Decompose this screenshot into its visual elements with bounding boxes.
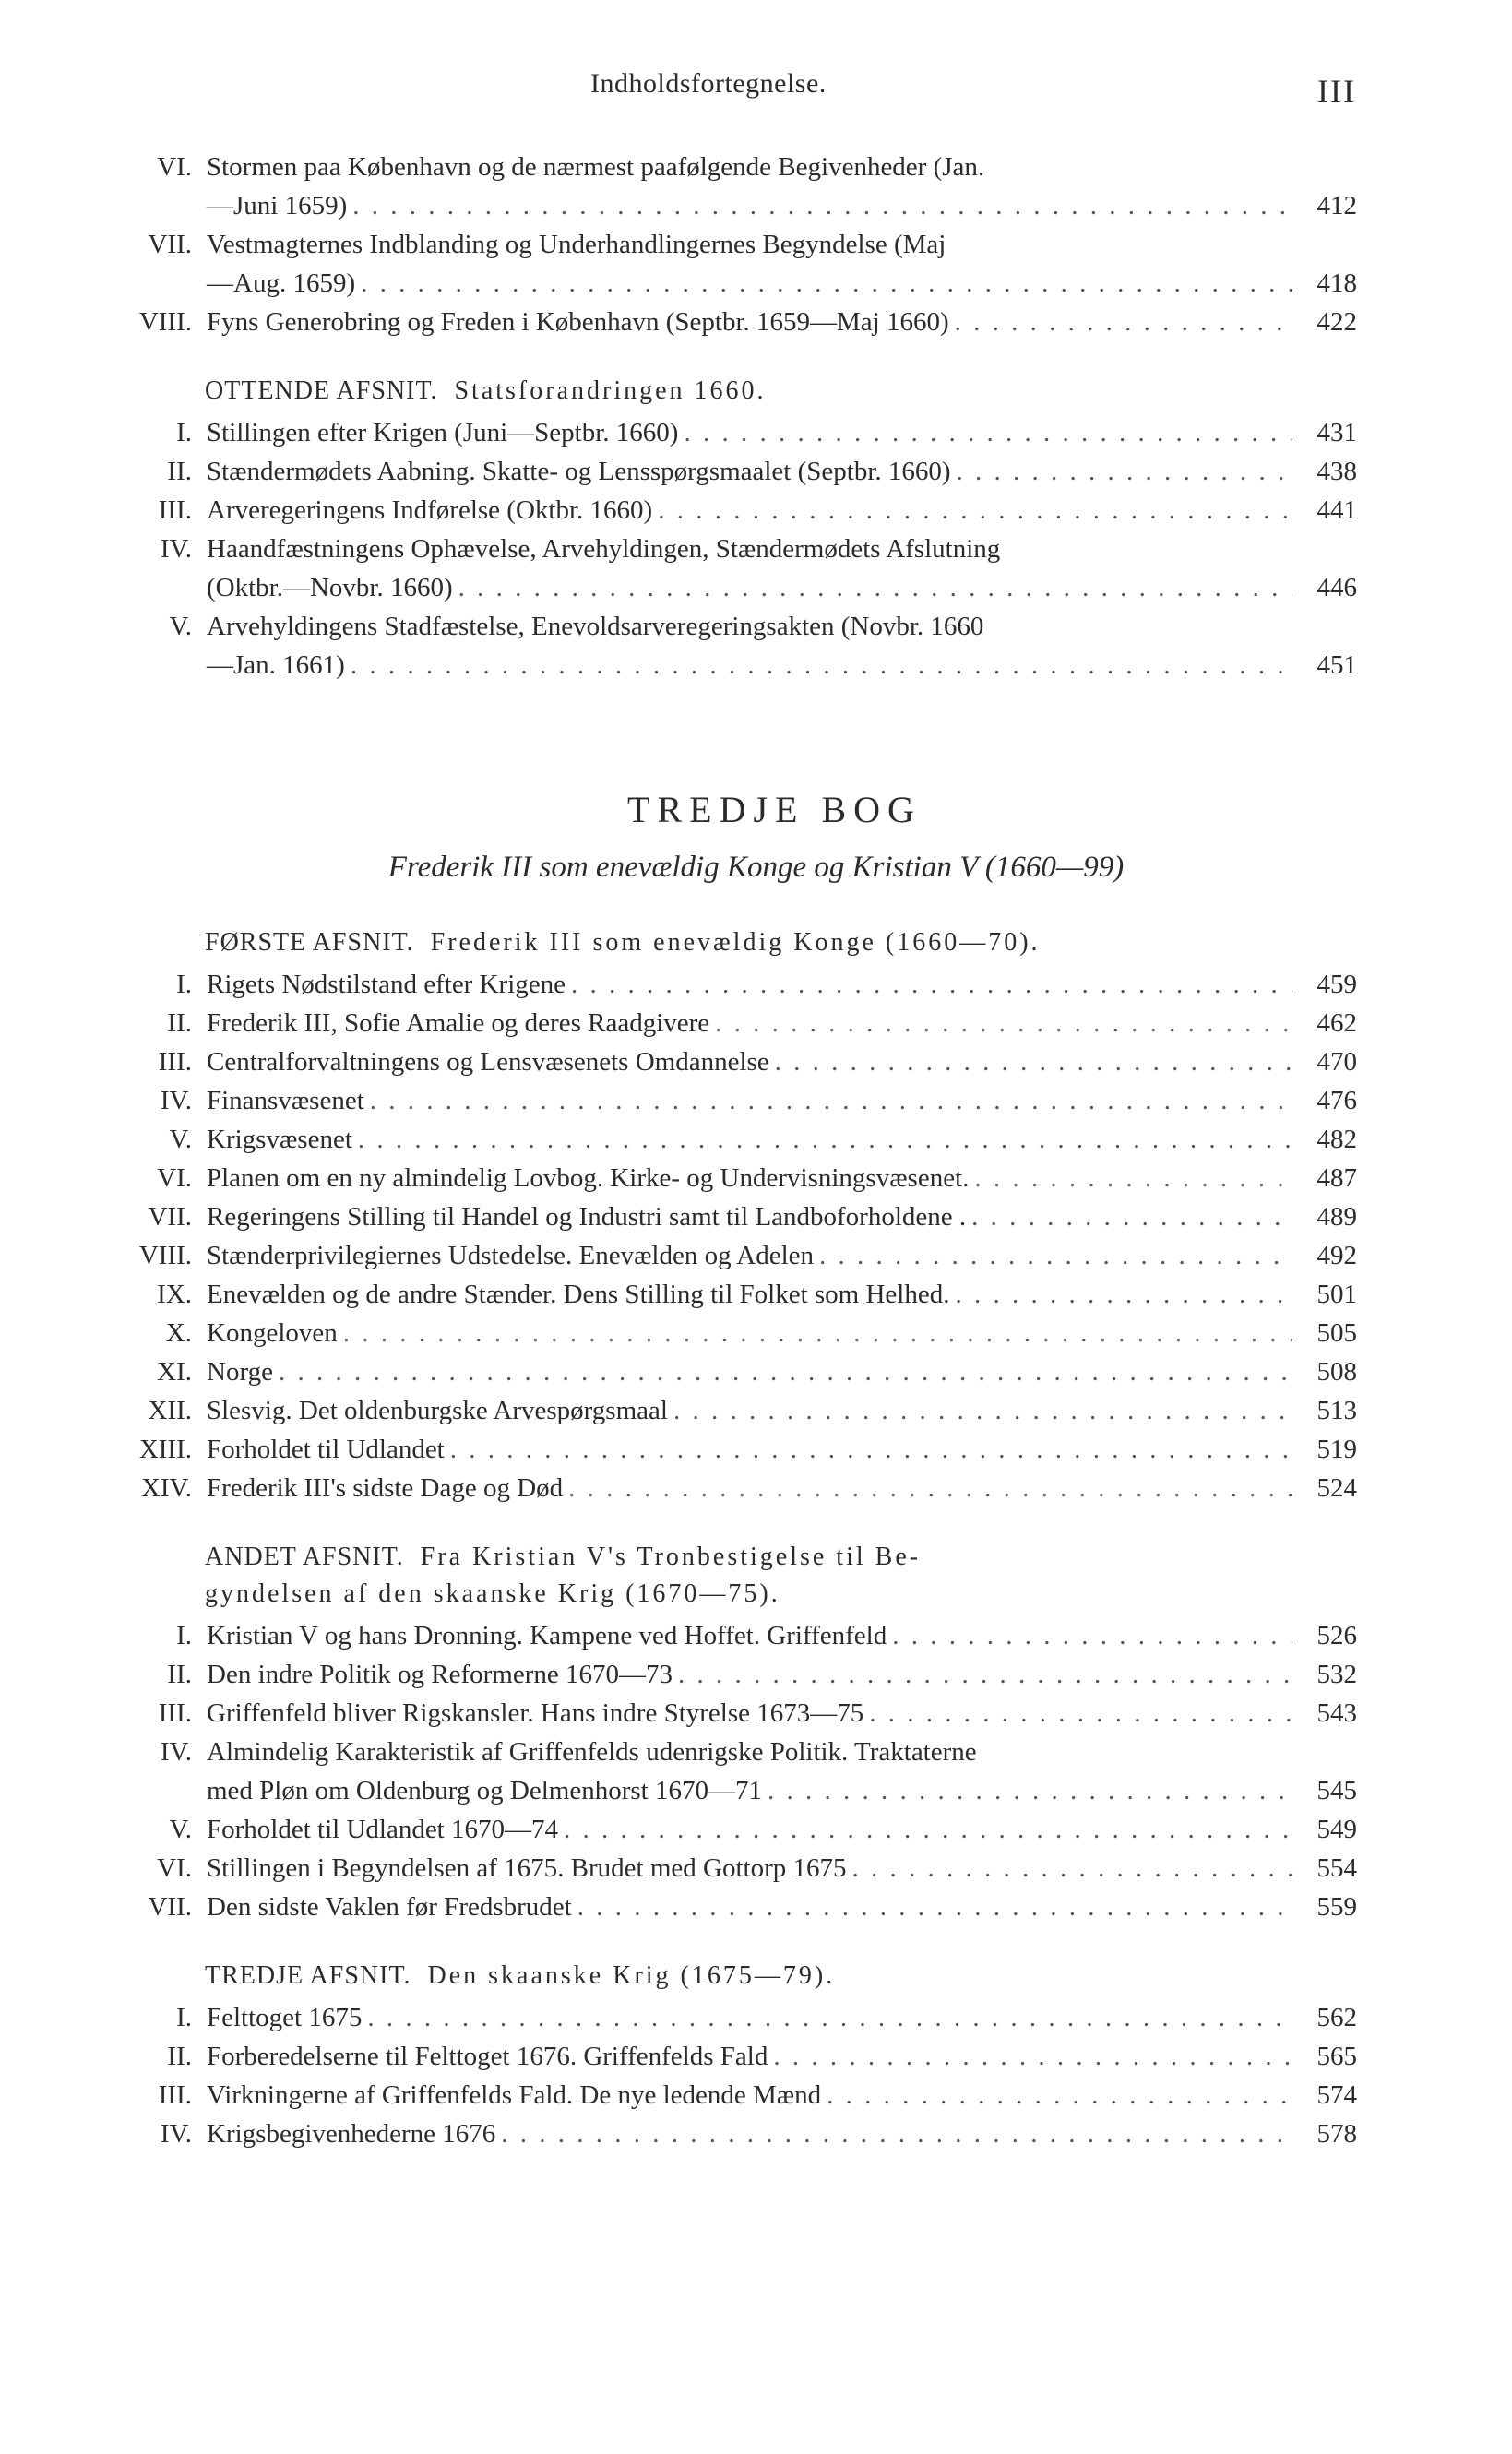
chapter-number: VIII. [138, 307, 192, 337]
entry-title-line: Haandfæstningens Ophævelse, Arvehyldingen, Stændermødets Afslutning [207, 534, 1001, 564]
toc-entry[interactable] [0, 1998, 1512, 2037]
entry-title-line: Arvehyldingens Stadfæstelse, Enevoldsarveregeringsakten (Novbr. 1660 [207, 612, 984, 641]
entry-body [207, 1081, 1357, 1120]
entry-title-line: Norge [207, 1357, 273, 1387]
section-label: ANDET AFSNIT. [205, 1543, 404, 1571]
entry-title-line: Forholdet til Udlandet [207, 1435, 445, 1464]
toc-content [0, 148, 1512, 2153]
toc-entry[interactable] [0, 607, 1512, 685]
chapter-number: IV. [160, 1086, 192, 1115]
toc-entry[interactable] [0, 1004, 1512, 1042]
entry-page-number: 441 [1316, 495, 1357, 525]
running-head [0, 68, 1512, 110]
entry-last-line [207, 1810, 1357, 1849]
entry-last-line [207, 1352, 1357, 1391]
toc-entry[interactable] [0, 148, 1512, 225]
entry-title-line: Stormen paa København og de nærmest paafølgende Begivenheder (Jan. [207, 152, 985, 182]
entry-last-line [207, 1616, 1357, 1655]
chapter-number: XIII. [138, 1435, 192, 1464]
entry-body [207, 1352, 1357, 1391]
dot-leader [279, 1352, 1292, 1391]
chapter-number: III. [158, 2080, 192, 2110]
dot-leader [715, 1004, 1292, 1042]
entry-page-number: 438 [1316, 457, 1357, 486]
entry-body [207, 1314, 1357, 1352]
entry-body [207, 2114, 1357, 2153]
section-title-continued: gyndelsen af den skaanske Krig (1670—75). [205, 1579, 780, 1608]
toc-entry[interactable] [0, 1694, 1512, 1733]
toc-entry[interactable] [0, 1352, 1512, 1391]
chapter-number: VII. [148, 1202, 192, 1232]
toc-entry[interactable] [0, 1236, 1512, 1275]
entry-last-line [207, 2114, 1357, 2153]
dot-leader [684, 413, 1292, 452]
toc-entry[interactable] [0, 1733, 1512, 1810]
toc-entry[interactable] [0, 1655, 1512, 1694]
dot-leader [501, 2114, 1292, 2153]
entry-title-line: Planen om en ny almindelig Lovbog. Kirke- og Undervisningsvæsenet. [207, 1163, 970, 1193]
entry-last-line [207, 1159, 1357, 1197]
entry-last-line [207, 2076, 1357, 2114]
entry-last-line [207, 491, 1357, 530]
entry-page-number: 451 [1316, 650, 1357, 680]
dot-leader [458, 568, 1292, 607]
chapter-number: I. [176, 1621, 192, 1650]
entry-body [207, 1391, 1357, 1430]
entry-page-number: 482 [1316, 1125, 1357, 1154]
entry-body [207, 1733, 1357, 1810]
dot-leader [678, 1655, 1292, 1694]
entry-body [207, 1430, 1357, 1469]
toc-section [0, 1958, 1512, 2153]
chapter-number: III. [158, 1698, 192, 1728]
toc-entry[interactable] [0, 1849, 1512, 1888]
toc-entry[interactable] [0, 1197, 1512, 1236]
entry-title-line: Kongeloven [207, 1318, 338, 1348]
entry-page-number: 524 [1316, 1473, 1357, 1503]
entry-body [207, 1042, 1357, 1081]
book-gap [0, 685, 1512, 786]
chapter-number: XII. [148, 1396, 192, 1425]
entry-title-line: Griffenfeld bliver Rigskansler. Hans indre Styrelse 1673—75 [207, 1698, 864, 1728]
running-title: Indholdsfortegnelse. [590, 68, 827, 99]
entry-page-number: 489 [1316, 1202, 1357, 1232]
section-gap [0, 1926, 1512, 1958]
toc-entry[interactable] [0, 1391, 1512, 1430]
dot-leader [352, 186, 1292, 225]
entry-last-line [207, 1042, 1357, 1081]
entry-body [207, 1888, 1357, 1926]
entry-body [207, 491, 1357, 530]
entry-body [207, 1120, 1357, 1159]
entry-page-number: 418 [1316, 268, 1357, 298]
entry-last-line [207, 303, 1357, 341]
toc-entry[interactable] [0, 2076, 1512, 2114]
chapter-number: VI. [157, 1163, 192, 1193]
entry-body [207, 1275, 1357, 1314]
entry-body [207, 225, 1357, 303]
chapter-number: VIII. [138, 1241, 192, 1270]
dot-leader [775, 1042, 1292, 1081]
entry-last-line [207, 568, 1357, 607]
entry-last-line [207, 646, 1357, 685]
dot-leader [358, 1120, 1292, 1159]
chapter-number: II. [167, 2042, 192, 2071]
chapter-number: V. [169, 612, 192, 641]
entry-title-line: Stændermødets Aabning. Skatte- og Lensspørgsmaalet (Septbr. 1660) [207, 457, 951, 486]
dot-leader [343, 1314, 1292, 1352]
toc-entry[interactable] [0, 452, 1512, 491]
chapter-number: VI. [157, 152, 192, 182]
chapter-number: III. [158, 1047, 192, 1077]
entry-page-number: 545 [1316, 1776, 1357, 1805]
chapter-number: I. [176, 970, 192, 999]
dot-leader [577, 1888, 1292, 1926]
entry-title-line: Felttoget 1675 [207, 2003, 363, 2032]
entry-last-line [207, 1314, 1357, 1352]
entry-last-line [207, 1081, 1357, 1120]
chapter-number: IV. [160, 534, 192, 564]
entry-title-line: Forberedelserne til Felttoget 1676. Griffenfelds Fald [207, 2042, 768, 2071]
dot-leader [773, 2037, 1292, 2076]
section-title: Fra Kristian V's Tronbestigelse til Be- [420, 1543, 922, 1571]
entry-body [207, 965, 1357, 1004]
toc-entry[interactable] [0, 965, 1512, 1004]
entry-title-line: Krigsbegivenhederne 1676 [207, 2119, 496, 2149]
entry-page-number: 565 [1316, 2042, 1357, 2071]
entry-page-number: 543 [1316, 1698, 1357, 1728]
entry-title-line: Enevælden og de andre Stænder. Dens Stilling til Folket som Helhed. [207, 1280, 950, 1309]
entry-title-line: Stillingen efter Krigen (Juni—Septbr. 1660) [207, 418, 679, 447]
dot-leader [819, 1236, 1292, 1275]
entry-last-line [207, 1655, 1357, 1694]
entry-last-line [207, 1275, 1357, 1314]
entry-page-number: 526 [1316, 1621, 1357, 1650]
entry-page-number: 554 [1316, 1853, 1357, 1883]
entry-last-line [207, 413, 1357, 452]
entry-last-line [207, 1236, 1357, 1275]
entry-last-line [207, 1430, 1357, 1469]
dot-leader [450, 1430, 1292, 1469]
section-title: Den skaanske Krig (1675—79). [427, 1961, 836, 1990]
book-title: TREDJE BOG [627, 789, 922, 830]
entry-page-number: 459 [1316, 970, 1357, 999]
entry-body [207, 1694, 1357, 1733]
entry-title-line: Regeringens Stilling til Handel og Industri samt til Landboforholdene . [207, 1202, 967, 1232]
section-gap [0, 341, 1512, 373]
dot-leader [971, 1197, 1292, 1236]
chapter-number: VII. [148, 230, 192, 259]
entry-page-number: 470 [1316, 1047, 1357, 1077]
entry-last-line [207, 1694, 1357, 1733]
chapter-number: IV. [160, 2119, 192, 2149]
chapter-number: XIV. [140, 1473, 192, 1503]
entry-title-line: —Aug. 1659) [207, 268, 356, 298]
chapter-number: I. [176, 418, 192, 447]
entry-last-line [207, 2037, 1357, 2076]
entry-title-line: Almindelig Karakteristik af Griffenfelds udenrigske Politik. Traktaterne [207, 1737, 977, 1767]
entry-title-line: Stænderprivilegiernes Udstedelse. Enevælden og Adelen [207, 1241, 814, 1270]
toc-entry[interactable] [0, 1430, 1512, 1469]
entry-page-number: 505 [1316, 1318, 1357, 1348]
entry-body [207, 148, 1357, 225]
entry-title-line: med Pløn om Oldenburg og Delmenhorst 1670—71 [207, 1776, 762, 1805]
entry-body [207, 1810, 1357, 1849]
entry-last-line [207, 1849, 1357, 1888]
dot-leader [892, 1616, 1292, 1655]
dot-leader [673, 1391, 1292, 1430]
entry-last-line [207, 1120, 1357, 1159]
toc-entry[interactable] [0, 2114, 1512, 2153]
entry-page-number: 476 [1316, 1086, 1357, 1115]
entry-title-line: Kristian V og hans Dronning. Kampene ved Hoffet. Griffenfeld [207, 1621, 887, 1650]
entry-title-line: Finansvæsenet [207, 1086, 364, 1115]
entry-body [207, 1616, 1357, 1655]
chapter-number: III. [158, 495, 192, 525]
entry-body [207, 1004, 1357, 1042]
section-label: FØRSTE AFSNIT. [205, 928, 414, 957]
entry-title-line: Frederik III, Sofie Amalie og deres Raadgivere [207, 1008, 710, 1038]
entry-body [207, 1655, 1357, 1694]
entry-last-line [207, 264, 1357, 303]
entry-page-number: 487 [1316, 1163, 1357, 1193]
chapter-number: II. [167, 1008, 192, 1038]
chapter-number: II. [167, 457, 192, 486]
section-title: Frederik III som enevældig Konge (1660—70). [430, 928, 1041, 957]
dot-leader [351, 646, 1292, 685]
toc-entry[interactable] [0, 303, 1512, 341]
toc-entry[interactable] [0, 1120, 1512, 1159]
section-heading [0, 924, 1512, 961]
chapter-number: V. [169, 1125, 192, 1154]
entry-body [207, 303, 1357, 341]
section-heading [0, 1958, 1512, 1995]
entry-last-line [207, 1888, 1357, 1926]
dot-leader [957, 452, 1292, 491]
entry-title-line: Stillingen i Begyndelsen af 1675. Brudet med Gottorp 1675 [207, 1853, 847, 1883]
dot-leader [955, 1275, 1292, 1314]
toc-section [0, 1539, 1512, 1926]
entry-body [207, 1236, 1357, 1275]
entry-body [207, 452, 1357, 491]
dot-leader [370, 1081, 1292, 1120]
toc-entry[interactable] [0, 530, 1512, 607]
section-heading [0, 373, 1512, 410]
entry-title-line: Frederik III's sidste Dage og Død [207, 1473, 564, 1503]
toc-entry[interactable] [0, 1810, 1512, 1849]
dot-leader [367, 1998, 1292, 2037]
chapter-number: IV. [160, 1737, 192, 1767]
entry-body [207, 1159, 1357, 1197]
entry-body [207, 1849, 1357, 1888]
entry-body [207, 2076, 1357, 2114]
entry-body [207, 607, 1357, 685]
entry-page-number: 559 [1316, 1892, 1357, 1922]
dot-leader [768, 1771, 1292, 1810]
book-subtitle: Frederik III som enevældig Konge og Kristian V (1660—99) [387, 851, 1125, 884]
entry-title-line: Forholdet til Udlandet 1670—74 [207, 1815, 558, 1844]
dot-leader [571, 965, 1292, 1004]
chapter-number: IX. [157, 1280, 192, 1309]
toc-entry[interactable] [0, 1314, 1512, 1352]
entry-last-line [207, 1197, 1357, 1236]
dot-leader [827, 2076, 1292, 2114]
entry-title-line: Krigsvæsenet [207, 1125, 352, 1154]
entry-title-line: Fyns Generobring og Freden i København (Septbr. 1659—Maj 1660) [207, 307, 949, 337]
toc-entry[interactable] [0, 1469, 1512, 1507]
entry-page-number: 501 [1316, 1280, 1357, 1309]
entry-title-line: Arveregeringens Indførelse (Oktbr. 1660) [207, 495, 653, 525]
entry-page-number: 508 [1316, 1357, 1357, 1387]
entry-last-line [207, 186, 1357, 225]
entry-title-line: Den sidste Vaklen før Fredsbrudet [207, 1892, 572, 1922]
entry-page-number: 549 [1316, 1815, 1357, 1844]
toc-section [0, 148, 1512, 341]
dot-leader [974, 1159, 1292, 1197]
chapter-number: VII. [148, 1892, 192, 1922]
entry-last-line [207, 452, 1357, 491]
entry-title-line: Centralforvaltningens og Lensvæsenets Omdannelse [207, 1047, 769, 1077]
entry-title-line: Slesvig. Det oldenburgske Arvespørgsmaal [207, 1396, 668, 1425]
entry-page-number: 519 [1316, 1435, 1357, 1464]
entry-last-line [207, 1391, 1357, 1430]
page-number: III [1317, 73, 1356, 110]
entry-last-line [207, 965, 1357, 1004]
entry-body [207, 530, 1357, 607]
entry-title-line: —Juni 1659) [207, 191, 348, 220]
section-gap [0, 1507, 1512, 1539]
section-label: TREDJE AFSNIT. [205, 1961, 411, 1990]
entry-page-number: 462 [1316, 1008, 1357, 1038]
chapter-number: X. [165, 1318, 192, 1348]
entry-body [207, 1469, 1357, 1507]
entry-page-number: 562 [1316, 2003, 1357, 2032]
entry-last-line [207, 1469, 1357, 1507]
entry-page-number: 412 [1316, 191, 1357, 220]
dot-leader [852, 1849, 1293, 1888]
entry-title-line: Vestmagternes Indblanding og Underhandlingernes Begyndelse (Maj [207, 230, 946, 259]
toc-section [0, 373, 1512, 685]
chapter-number: II. [167, 1660, 192, 1689]
toc-entry[interactable] [0, 1042, 1512, 1081]
toc-entry[interactable] [0, 225, 1512, 303]
entry-page-number: 431 [1316, 418, 1357, 447]
entry-title-line: (Oktbr.—Novbr. 1660) [207, 573, 453, 602]
entry-page-number: 422 [1316, 307, 1357, 337]
dot-leader [869, 1694, 1292, 1733]
section-label: OTTENDE AFSNIT. [205, 376, 438, 405]
toc-entry[interactable] [0, 2037, 1512, 2076]
toc-entry[interactable] [0, 1616, 1512, 1655]
entry-body [207, 1998, 1357, 2037]
entry-title-line: —Jan. 1661) [207, 650, 345, 680]
entry-page-number: 532 [1316, 1660, 1357, 1689]
entry-body [207, 2037, 1357, 2076]
entry-last-line [207, 1771, 1357, 1810]
entry-body [207, 413, 1357, 452]
entry-title-line: Den indre Politik og Reformerne 1670—73 [207, 1660, 673, 1689]
section-title: Statsforandringen 1660. [454, 376, 767, 405]
toc-entry[interactable] [0, 1888, 1512, 1926]
chapter-number: XI. [157, 1357, 192, 1387]
toc-section [0, 924, 1512, 1507]
dot-leader [568, 1469, 1292, 1507]
toc-entry[interactable] [0, 1275, 1512, 1314]
entry-body [207, 1197, 1357, 1236]
entry-page-number: 492 [1316, 1241, 1357, 1270]
chapter-number: VI. [157, 1853, 192, 1883]
entry-title-line: Virkningerne af Griffenfelds Fald. De nye ledende Mænd [207, 2080, 822, 2110]
entry-page-number: 513 [1316, 1396, 1357, 1425]
dot-leader [658, 491, 1292, 530]
chapter-number: V. [169, 1815, 192, 1844]
entry-page-number: 578 [1316, 2119, 1357, 2149]
chapter-number: I. [176, 2003, 192, 2032]
entry-page-number: 446 [1316, 573, 1357, 602]
toc-entry[interactable] [0, 1159, 1512, 1197]
entry-title-line: Rigets Nødstilstand efter Krigene [207, 970, 566, 999]
toc-entry[interactable] [0, 1081, 1512, 1120]
dot-leader [955, 303, 1292, 341]
section-heading [0, 1539, 1512, 1613]
toc-entry[interactable] [0, 413, 1512, 452]
dot-leader [361, 264, 1292, 303]
entry-page-number: 574 [1316, 2080, 1357, 2110]
entry-last-line [207, 1004, 1357, 1042]
entry-last-line [207, 1998, 1357, 2037]
dot-leader [564, 1810, 1292, 1849]
toc-entry[interactable] [0, 491, 1512, 530]
